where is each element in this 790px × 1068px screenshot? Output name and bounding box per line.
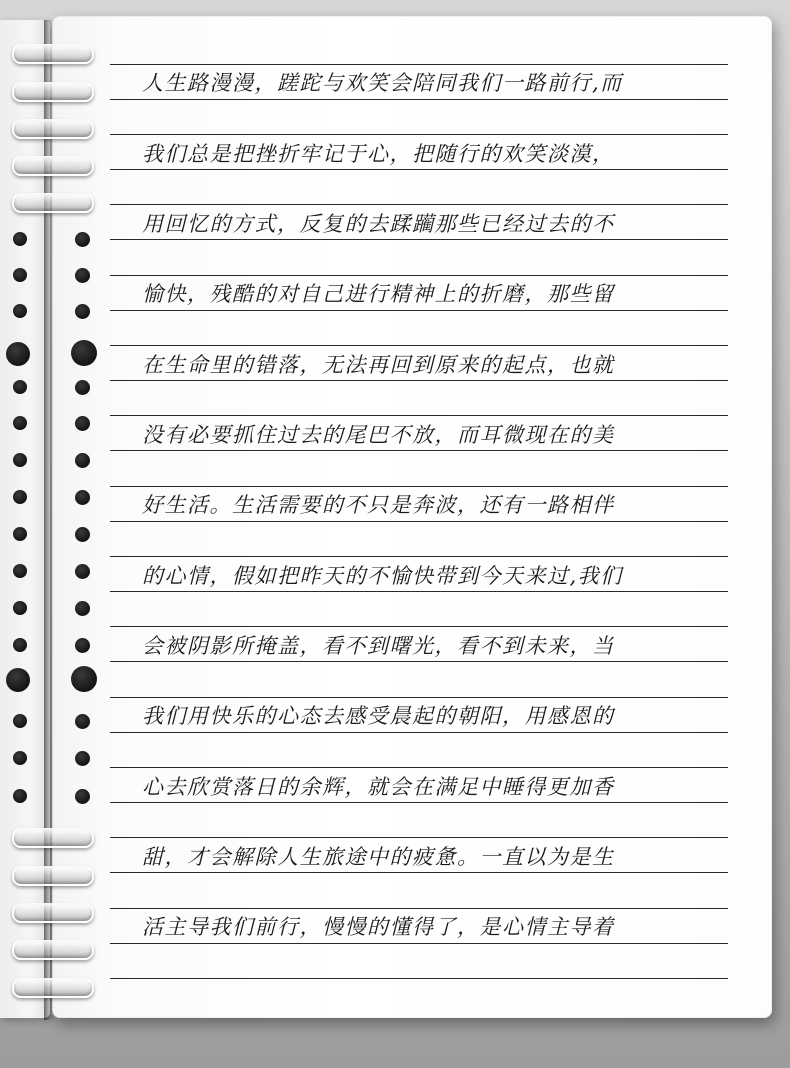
- binding-hole: [75, 714, 90, 729]
- ruled-line: [110, 697, 728, 698]
- ruled-line: [110, 204, 728, 205]
- handwritten-line: 甜，才会解除人生旅途中的疲惫。一直以为是生: [142, 845, 615, 869]
- handwritten-line: 用回忆的方式，反复的去蹂躏那些已经过去的不: [142, 212, 615, 236]
- binding-hole: [13, 416, 27, 430]
- ruled-line: [110, 908, 728, 909]
- spiral-ring: [12, 44, 94, 64]
- spiral-ring: [12, 828, 94, 848]
- binding-hole: [75, 638, 90, 653]
- binding-hole: [13, 714, 27, 728]
- binding-hole: [13, 751, 27, 765]
- binding-hole: [13, 490, 27, 504]
- binding-hole: [13, 453, 27, 467]
- ruled-line: [110, 626, 728, 627]
- spiral-ring: [12, 866, 94, 886]
- spiral-ring: [12, 156, 94, 176]
- handwritten-line: 活主导我们前行，慢慢的懂得了，是心情主导着: [142, 915, 615, 939]
- spiral-ring: [12, 119, 94, 139]
- binding-hole: [71, 340, 97, 366]
- spiral-ring: [12, 193, 94, 213]
- binding-hole: [75, 601, 90, 616]
- ruled-line: [110, 486, 728, 487]
- handwritten-line: 我们用快乐的心态去感受晨起的朝阳，用感恩的: [142, 704, 615, 728]
- ruled-line: [110, 134, 728, 135]
- ruled-line: [110, 64, 728, 65]
- spiral-ring: [12, 940, 94, 960]
- binding-hole: [13, 232, 27, 246]
- binding-hole: [13, 380, 27, 394]
- binding-hole: [6, 668, 30, 692]
- handwritten-line: 会被阴影所掩盖，看不到曙光，看不到未来，当: [142, 634, 615, 658]
- spiral-ring: [12, 903, 94, 923]
- handwritten-line: 我们总是把挫折牢记于心，把随行的欢笑淡漠，: [142, 142, 615, 166]
- spiral-ring: [12, 82, 94, 102]
- ruled-line: [110, 415, 728, 416]
- ruled-line: [110, 556, 728, 557]
- binding-hole: [13, 304, 27, 318]
- handwritten-line: 愉快，残酷的对自己进行精神上的折磨，那些留: [142, 282, 615, 306]
- handwritten-line: 没有必要抓住过去的尾巴不放，而耳微现在的美: [142, 423, 615, 447]
- binding-hole: [13, 789, 27, 803]
- handwritten-line: 心去欣赏落日的余辉，就会在满足中睡得更加香: [142, 775, 615, 799]
- binding-hole: [75, 416, 90, 431]
- binding-hole: [75, 268, 90, 283]
- binding-hole: [75, 232, 90, 247]
- binding-hole: [13, 527, 27, 541]
- binding-hole: [13, 601, 27, 615]
- binding-hole: [13, 564, 27, 578]
- binding-hole: [13, 638, 27, 652]
- ruled-line: [110, 345, 728, 346]
- binding-hole: [75, 453, 90, 468]
- spiral-ring: [12, 978, 94, 998]
- binding-hole: [75, 527, 90, 542]
- binding-hole: [71, 666, 97, 692]
- binding-hole: [75, 751, 90, 766]
- handwritten-line: 人生路漫漫，蹉跎与欢笑会陪同我们一路前行,而: [142, 71, 623, 95]
- ruled-line: [110, 837, 728, 838]
- handwritten-line: 的心情，假如把昨天的不愉快带到今天来过,我们: [142, 564, 623, 588]
- binding-hole: [6, 342, 30, 366]
- handwritten-line: 在生命里的错落，无法再回到原来的起点，也就: [142, 353, 615, 377]
- binding-hole: [75, 380, 90, 395]
- binding-hole: [75, 789, 90, 804]
- ruled-line: [110, 767, 728, 768]
- handwritten-line: 好生活。生活需要的不只是奔波，还有一路相伴: [142, 493, 615, 517]
- ruled-line: [110, 978, 728, 979]
- binding-hole: [13, 268, 27, 282]
- binding-hole: [75, 490, 90, 505]
- binding-hole: [75, 304, 90, 319]
- binding-hole: [75, 564, 90, 579]
- ruled-line: [110, 275, 728, 276]
